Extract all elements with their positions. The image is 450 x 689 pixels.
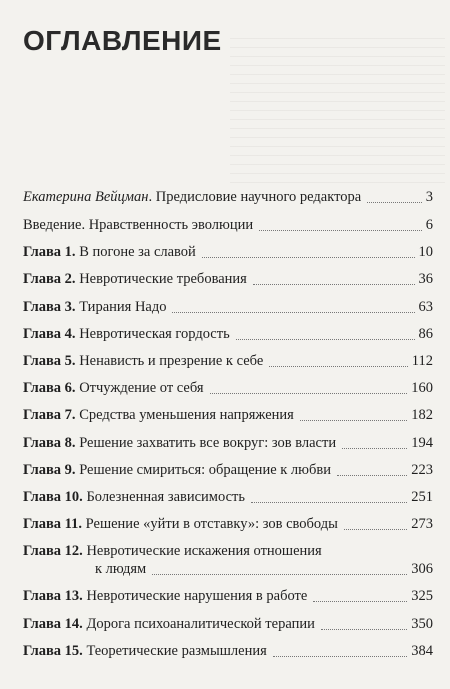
toc-entry-chapter-11 <box>23 515 433 533</box>
page-title: ОГЛАВЛЕНИЕ <box>23 25 222 56</box>
toc-entry-chapter-8 <box>23 434 433 452</box>
toc-entry-introduction <box>23 216 433 234</box>
toc-page-number: 160 <box>411 380 433 397</box>
toc-entry-title: Введение. Нравственность эволюции <box>23 217 254 233</box>
toc-chapter-number: Глава 14. <box>23 615 83 632</box>
toc-entry-chapter-12 <box>23 542 433 578</box>
toc-page-number: 251 <box>411 488 433 505</box>
toc-entry-chapter-15 <box>23 642 433 660</box>
toc-chapter-number: Глава 4. <box>23 325 76 342</box>
toc-entry-chapter-4 <box>23 325 433 343</box>
toc-entry-title-continued: к людям <box>95 561 147 578</box>
toc-author: Екатерина Вейцман <box>23 189 149 205</box>
toc-entry-chapter-6 <box>23 379 433 397</box>
toc-page-number: 3 <box>425 189 433 205</box>
toc-entry-preface <box>23 188 433 206</box>
dot-leader <box>367 202 422 203</box>
toc-entry-title: Невротические нарушения в работе <box>86 588 308 605</box>
toc-entry-title: Средства уменьшения напряжения <box>79 407 294 424</box>
toc-entry-title: Теоретические размышления <box>86 642 267 659</box>
dot-leader <box>269 366 408 367</box>
dot-leader <box>259 230 422 231</box>
dot-leader <box>172 312 414 313</box>
toc-chapter-number: Глава 7. <box>23 407 76 424</box>
dot-leader <box>273 656 407 657</box>
toc-entry-title: Невротическая гордость <box>79 325 230 342</box>
toc-entry-title: Дорога психоаналитической терапии <box>86 615 315 632</box>
toc-entry-title: Болезненная зависимость <box>86 488 245 505</box>
dot-leader <box>152 574 407 575</box>
toc-entry-chapter-14 <box>23 615 433 633</box>
toc-entry-title: Ненависть и презрение к себе <box>79 352 264 369</box>
toc-chapter-number: Глава 5. <box>23 352 76 369</box>
toc-page-number: 112 <box>411 352 433 369</box>
toc-chapter-number: Глава 9. <box>23 461 76 478</box>
toc-entry-title: . Предисловие научного редактора <box>148 189 362 205</box>
toc-page-number: 384 <box>411 642 433 659</box>
toc-page-number: 306 <box>411 561 433 578</box>
dot-leader <box>300 420 407 421</box>
toc-chapter-number: Глава 6. <box>23 380 76 397</box>
toc-page-number: 182 <box>411 407 433 424</box>
toc-chapter-number: Глава 3. <box>23 298 76 315</box>
dot-leader <box>313 601 407 602</box>
dot-leader <box>210 393 408 394</box>
toc-page-number: 325 <box>411 588 433 605</box>
toc-page-number: 86 <box>418 325 433 342</box>
dot-leader <box>344 529 407 530</box>
toc-chapter-number: Глава 8. <box>23 434 76 451</box>
toc-entry-chapter-2 <box>23 270 433 288</box>
toc-chapter-number: Глава 15. <box>23 642 83 659</box>
toc-chapter-number: Глава 12. <box>23 543 83 560</box>
toc-entry-title: Невротические требования <box>79 271 247 288</box>
toc-page-number: 194 <box>411 434 433 451</box>
dot-leader <box>342 448 407 449</box>
dot-leader <box>321 629 407 630</box>
toc-chapter-number: Глава 2. <box>23 271 76 288</box>
toc-entry-title: Тирания Надо <box>79 298 167 315</box>
toc-entry-chapter-10 <box>23 488 433 506</box>
toc-page-number: 350 <box>411 615 433 632</box>
table-of-contents <box>23 188 433 669</box>
dot-leader <box>337 475 407 476</box>
toc-entry-title: Решение «уйти в отставку»: зов свободы <box>85 516 338 533</box>
toc-entry-title: Невротические искажения отношения <box>86 543 322 560</box>
toc-page-number: 223 <box>411 461 433 478</box>
toc-page-number: 36 <box>418 271 433 288</box>
dot-leader <box>236 339 415 340</box>
toc-entry-chapter-5 <box>23 352 433 370</box>
toc-entry-title: Отчуждение от себя <box>79 380 204 397</box>
toc-entry-chapter-9 <box>23 461 433 479</box>
toc-entry-title: В погоне за славой <box>79 244 196 261</box>
toc-page-number: 273 <box>411 516 433 533</box>
dot-leader <box>251 502 407 503</box>
toc-page-number: 63 <box>418 298 433 315</box>
toc-chapter-number: Глава 13. <box>23 588 83 605</box>
toc-entry-label <box>23 188 361 206</box>
dot-leader <box>202 257 415 258</box>
dot-leader <box>253 284 415 285</box>
toc-entry-chapter-7 <box>23 406 433 424</box>
toc-page-number: 10 <box>418 244 433 261</box>
toc-entry-title: Решение смириться: обращение к любви <box>79 461 331 478</box>
toc-entry-chapter-1 <box>23 243 433 261</box>
toc-entry-chapter-3 <box>23 298 433 316</box>
show-through-text <box>230 38 445 188</box>
toc-page-number: 6 <box>425 217 433 233</box>
toc-chapter-number: Глава 11. <box>23 516 83 533</box>
toc-chapter-number: Глава 10. <box>23 488 83 505</box>
toc-entry-chapter-13 <box>23 587 433 605</box>
toc-chapter-number: Глава 1. <box>23 244 76 261</box>
toc-entry-title: Решение захватить все вокруг: зов власти <box>79 434 337 451</box>
